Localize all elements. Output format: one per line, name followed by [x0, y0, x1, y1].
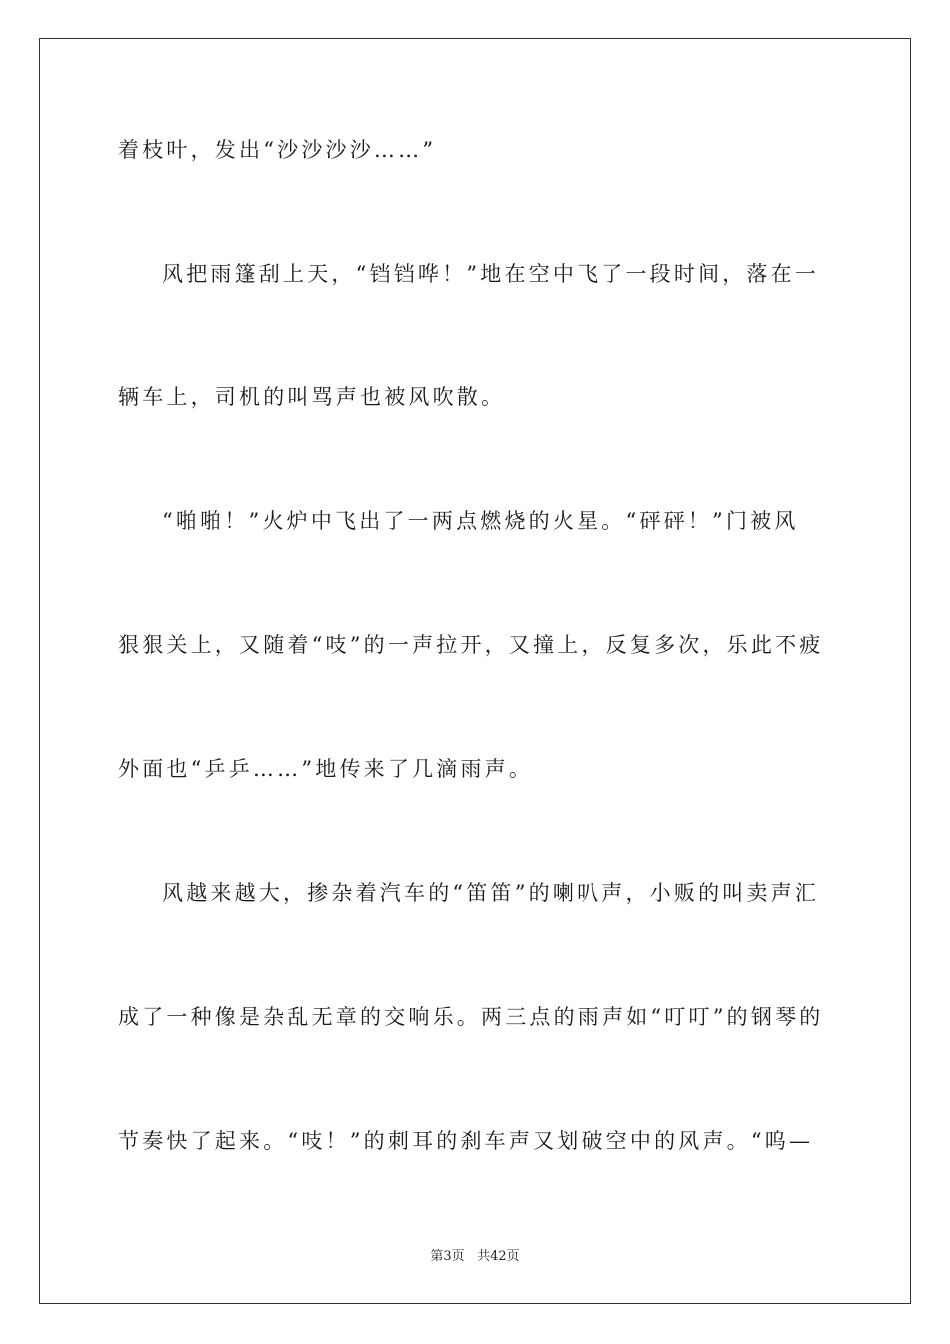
text-line-1: 着枝叶，发出“沙沙沙沙……”	[118, 138, 437, 162]
page-total: 共42页	[477, 1249, 520, 1264]
page-border	[39, 38, 911, 1304]
text-line-8: 成了一种像是杂乱无章的交响乐。两三点的雨声如“叮叮”的钢琴的	[118, 1005, 824, 1029]
text-line-6: 外面也“乒乒……”地传来了几滴雨声。	[118, 757, 534, 781]
text-line-4: “啪啪！”火炉中飞出了一两点燃烧的火星。“砰砰！”门被风	[162, 509, 799, 533]
page-number: 第3页	[430, 1249, 465, 1264]
text-line-7: 风越来越大，掺杂着汽车的“笛笛”的喇叭声，小贩的叫卖声汇	[162, 881, 820, 905]
text-line-9: 节奏快了起来。“吱！”的刺耳的刹车声又划破空中的风声。“呜—	[118, 1129, 814, 1153]
page-footer	[0, 1249, 950, 1265]
text-line-5: 狠狠关上，又随着“吱”的一声拉开，又撞上，反复多次，乐此不疲	[118, 633, 824, 657]
text-line-2: 风把雨篷刮上天，“铛铛哗！”地在空中飞了一段时间，落在一	[162, 262, 820, 286]
text-line-3: 辆车上，司机的叫骂声也被风吹散。	[118, 385, 506, 409]
